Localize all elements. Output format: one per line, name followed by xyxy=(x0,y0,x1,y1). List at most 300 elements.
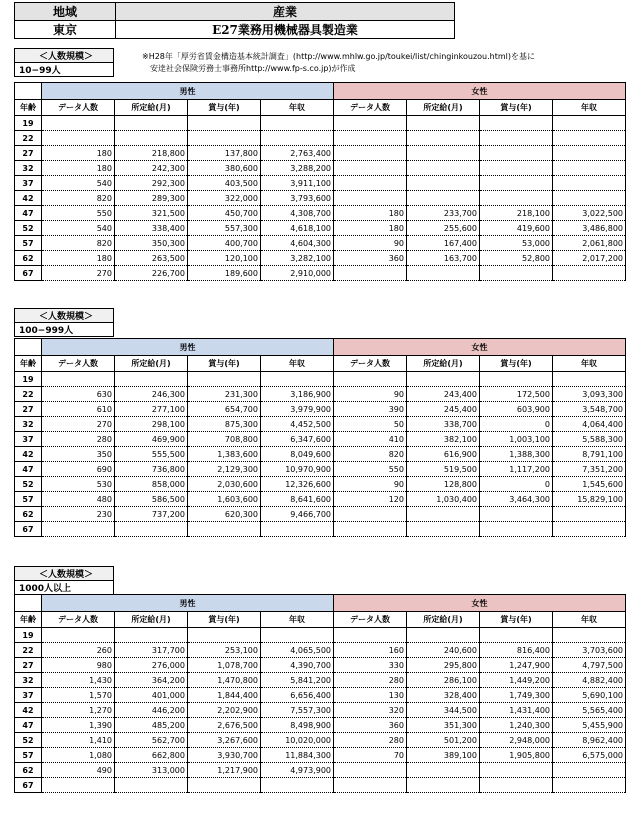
female-annual-cell: 8,791,100 xyxy=(553,447,626,462)
industry-value: E27業務用機械器具製造業 xyxy=(116,21,455,39)
female-bonus-cell xyxy=(480,191,553,206)
source-note xyxy=(142,51,535,75)
age-cell: 62 xyxy=(15,507,42,522)
female-annual-cell: 3,022,500 xyxy=(553,206,626,221)
female-count-cell: 330 xyxy=(334,658,407,673)
female-bonus-cell: 53,000 xyxy=(480,236,553,251)
female-annual-cell: 2,017,200 xyxy=(553,251,626,266)
female-count-cell: 120 xyxy=(334,492,407,507)
female-salary-cell xyxy=(407,131,480,146)
female-bonus-cell: 1,749,300 xyxy=(480,688,553,703)
female-salary-cell: 519,500 xyxy=(407,462,480,477)
female-bonus-cell xyxy=(480,372,553,387)
age-cell: 27 xyxy=(15,146,42,161)
male-salary-cell: 276,000 xyxy=(115,658,188,673)
male-annual-cell xyxy=(261,778,334,793)
female-bonus-cell: 816,400 xyxy=(480,643,553,658)
male-salary-cell: 317,700 xyxy=(115,643,188,658)
female-count-cell: 130 xyxy=(334,688,407,703)
age-cell: 57 xyxy=(15,492,42,507)
female-bonus-cell: 1,117,200 xyxy=(480,462,553,477)
age-cell: 52 xyxy=(15,221,42,236)
male-bonus-cell xyxy=(188,778,261,793)
female-annual-cell: 5,588,300 xyxy=(553,432,626,447)
female-count-cell xyxy=(334,628,407,643)
female-salary-cell: 328,400 xyxy=(407,688,480,703)
male-bonus-cell: 2,129,300 xyxy=(188,462,261,477)
male-salary-cell: 364,200 xyxy=(115,673,188,688)
female-count-cell: 410 xyxy=(334,432,407,447)
male-annual-cell: 7,557,300 xyxy=(261,703,334,718)
age-cell: 52 xyxy=(15,477,42,492)
male-count-cell: 540 xyxy=(42,176,115,191)
female-annual-cell: 5,690,100 xyxy=(553,688,626,703)
male-count-cell: 690 xyxy=(42,462,115,477)
age-cell: 22 xyxy=(15,387,42,402)
male-annual-cell: 4,618,100 xyxy=(261,221,334,236)
female-count-cell: 820 xyxy=(334,447,407,462)
female-bonus-cell xyxy=(480,176,553,191)
female-salary-cell xyxy=(407,266,480,281)
male-count-cell: 610 xyxy=(42,402,115,417)
male-salary-cell: 321,500 xyxy=(115,206,188,221)
female-bonus-cell: 0 xyxy=(480,417,553,432)
female-annual-cell xyxy=(553,131,626,146)
male-salary-cell xyxy=(115,131,188,146)
female-bonus-cell: 218,100 xyxy=(480,206,553,221)
age-header: 年齢 xyxy=(15,612,42,628)
female-annual-cell xyxy=(553,763,626,778)
female-salary-cell: 501,200 xyxy=(407,733,480,748)
male-count-cell: 980 xyxy=(42,658,115,673)
age-cell: 52 xyxy=(15,733,42,748)
male-count-cell: 280 xyxy=(42,432,115,447)
female-bonus-header: 賞与(年) xyxy=(480,100,553,116)
male-salary-cell: 737,200 xyxy=(115,507,188,522)
female-annual-cell: 5,565,400 xyxy=(553,703,626,718)
table-row xyxy=(15,507,626,522)
male-bonus-cell: 253,100 xyxy=(188,643,261,658)
female-bonus-cell xyxy=(480,266,553,281)
male-bonus-cell: 2,202,900 xyxy=(188,703,261,718)
female-annual-cell: 4,882,400 xyxy=(553,673,626,688)
table-row xyxy=(15,161,626,176)
female-salary-cell: 245,400 xyxy=(407,402,480,417)
male-annual-cell: 3,282,100 xyxy=(261,251,334,266)
female-count-cell: 390 xyxy=(334,402,407,417)
male-annual-cell xyxy=(261,116,334,131)
male-count-cell: 260 xyxy=(42,643,115,658)
male-bonus-cell: 120,100 xyxy=(188,251,261,266)
male-annual-cell xyxy=(261,131,334,146)
female-salary-cell: 616,900 xyxy=(407,447,480,462)
female-salary-cell xyxy=(407,176,480,191)
male-count-cell: 180 xyxy=(42,146,115,161)
female-annual-cell: 1,545,600 xyxy=(553,477,626,492)
female-bonus-cell xyxy=(480,116,553,131)
table-row xyxy=(15,266,626,281)
male-salary-cell: 350,300 xyxy=(115,236,188,251)
male-salary-cell: 277,100 xyxy=(115,402,188,417)
male-salary-cell: 263,500 xyxy=(115,251,188,266)
female-salary-cell xyxy=(407,116,480,131)
table-row xyxy=(15,447,626,462)
male-count-cell xyxy=(42,372,115,387)
female-salary-cell xyxy=(407,372,480,387)
age-cell: 67 xyxy=(15,778,42,793)
male-salary-cell: 562,700 xyxy=(115,733,188,748)
male-bonus-cell: 620,300 xyxy=(188,507,261,522)
female-salary-cell: 344,500 xyxy=(407,703,480,718)
female-count-cell: 550 xyxy=(334,462,407,477)
male-count-cell xyxy=(42,116,115,131)
male-count-header: データ人数 xyxy=(42,356,115,372)
female-bonus-header: 賞与(年) xyxy=(480,356,553,372)
table-row xyxy=(15,492,626,507)
male-bonus-cell xyxy=(188,116,261,131)
female-bonus-cell xyxy=(480,161,553,176)
table-row xyxy=(15,658,626,673)
male-annual-cell: 12,326,600 xyxy=(261,477,334,492)
female-bonus-cell xyxy=(480,763,553,778)
female-bonus-cell xyxy=(480,131,553,146)
female-bonus-cell: 1,388,300 xyxy=(480,447,553,462)
table-row xyxy=(15,417,626,432)
male-bonus-cell: 557,300 xyxy=(188,221,261,236)
male-count-cell: 1,390 xyxy=(42,718,115,733)
male-bonus-cell: 3,930,700 xyxy=(188,748,261,763)
male-bonus-cell: 189,600 xyxy=(188,266,261,281)
size-value: 10−99人 xyxy=(15,63,114,77)
male-count-cell xyxy=(42,628,115,643)
male-count-cell: 630 xyxy=(42,387,115,402)
male-annual-cell: 11,884,300 xyxy=(261,748,334,763)
female-salary-cell xyxy=(407,146,480,161)
table-row xyxy=(15,116,626,131)
age-cell: 67 xyxy=(15,522,42,537)
male-salary-cell: 586,500 xyxy=(115,492,188,507)
female-group-header: 女性 xyxy=(334,83,626,100)
male-salary-header: 所定給(月) xyxy=(115,612,188,628)
female-count-cell: 90 xyxy=(334,477,407,492)
male-count-cell: 490 xyxy=(42,763,115,778)
female-bonus-cell: 0 xyxy=(480,477,553,492)
male-annual-cell xyxy=(261,372,334,387)
age-cell: 42 xyxy=(15,703,42,718)
male-count-cell: 270 xyxy=(42,266,115,281)
male-bonus-cell: 708,800 xyxy=(188,432,261,447)
table-row xyxy=(15,432,626,447)
male-count-cell: 1,270 xyxy=(42,703,115,718)
table-row xyxy=(15,176,626,191)
female-annual-header: 年収 xyxy=(553,356,626,372)
male-salary-header: 所定給(月) xyxy=(115,100,188,116)
female-count-cell xyxy=(334,116,407,131)
table-row xyxy=(15,372,626,387)
male-bonus-cell: 450,700 xyxy=(188,206,261,221)
female-count-cell xyxy=(334,146,407,161)
age-cell: 27 xyxy=(15,658,42,673)
age-cell: 37 xyxy=(15,176,42,191)
table-row xyxy=(15,387,626,402)
male-bonus-cell: 1,383,600 xyxy=(188,447,261,462)
region-label: 地域 xyxy=(15,3,116,21)
female-count-cell xyxy=(334,372,407,387)
female-annual-cell xyxy=(553,628,626,643)
female-count-cell xyxy=(334,507,407,522)
female-count-cell: 90 xyxy=(334,387,407,402)
female-annual-cell: 5,455,900 xyxy=(553,718,626,733)
male-count-cell: 1,570 xyxy=(42,688,115,703)
age-cell: 62 xyxy=(15,763,42,778)
male-bonus-cell xyxy=(188,628,261,643)
male-count-cell: 1,410 xyxy=(42,733,115,748)
salary-table xyxy=(14,82,626,281)
age-cell: 32 xyxy=(15,161,42,176)
male-bonus-cell: 2,030,600 xyxy=(188,477,261,492)
male-annual-cell xyxy=(261,628,334,643)
male-annual-cell: 3,793,600 xyxy=(261,191,334,206)
female-salary-cell: 128,800 xyxy=(407,477,480,492)
age-cell: 42 xyxy=(15,191,42,206)
table-row xyxy=(15,221,626,236)
female-count-cell: 280 xyxy=(334,673,407,688)
male-count-cell: 530 xyxy=(42,477,115,492)
age-cell: 47 xyxy=(15,718,42,733)
male-count-cell xyxy=(42,522,115,537)
male-salary-cell: 555,500 xyxy=(115,447,188,462)
female-salary-cell xyxy=(407,522,480,537)
age-header-spacer xyxy=(15,339,42,356)
male-annual-cell: 4,308,700 xyxy=(261,206,334,221)
female-annual-cell xyxy=(553,778,626,793)
female-annual-cell: 15,829,100 xyxy=(553,492,626,507)
table-row xyxy=(15,236,626,251)
male-salary-cell: 469,900 xyxy=(115,432,188,447)
table-row xyxy=(15,718,626,733)
female-bonus-cell: 2,948,000 xyxy=(480,733,553,748)
male-count-cell: 540 xyxy=(42,221,115,236)
female-bonus-cell: 603,900 xyxy=(480,402,553,417)
male-count-cell: 820 xyxy=(42,236,115,251)
male-bonus-cell: 231,300 xyxy=(188,387,261,402)
female-count-cell: 280 xyxy=(334,733,407,748)
table-row xyxy=(15,131,626,146)
male-bonus-cell: 2,676,500 xyxy=(188,718,261,733)
female-annual-cell xyxy=(553,176,626,191)
female-count-cell: 360 xyxy=(334,251,407,266)
table-row xyxy=(15,688,626,703)
female-salary-header: 所定給(月) xyxy=(407,612,480,628)
salary-table xyxy=(14,338,626,537)
female-count-cell: 160 xyxy=(334,643,407,658)
female-count-header: データ人数 xyxy=(334,612,407,628)
female-count-cell: 180 xyxy=(334,206,407,221)
female-count-cell: 180 xyxy=(334,221,407,236)
male-annual-cell: 10,970,900 xyxy=(261,462,334,477)
male-count-cell xyxy=(42,131,115,146)
size-title: ＜人数規模＞ xyxy=(15,567,114,581)
male-salary-cell: 289,300 xyxy=(115,191,188,206)
female-annual-cell xyxy=(553,372,626,387)
male-bonus-cell: 380,600 xyxy=(188,161,261,176)
male-bonus-cell: 1,603,600 xyxy=(188,492,261,507)
male-annual-cell: 2,910,000 xyxy=(261,266,334,281)
table-row xyxy=(15,251,626,266)
female-salary-cell: 243,400 xyxy=(407,387,480,402)
male-annual-cell: 4,604,300 xyxy=(261,236,334,251)
male-bonus-cell: 137,800 xyxy=(188,146,261,161)
female-salary-cell: 163,700 xyxy=(407,251,480,266)
male-salary-cell: 313,000 xyxy=(115,763,188,778)
female-annual-cell: 4,064,400 xyxy=(553,417,626,432)
female-annual-cell xyxy=(553,507,626,522)
male-annual-cell: 3,911,100 xyxy=(261,176,334,191)
size-title: ＜人数規模＞ xyxy=(15,49,114,63)
male-salary-cell: 485,200 xyxy=(115,718,188,733)
female-bonus-cell: 1,431,400 xyxy=(480,703,553,718)
female-salary-cell xyxy=(407,628,480,643)
source-note-line2: 安逹社会保険労務士事務所http://www.fp-s.co.jp)が作成 xyxy=(142,64,356,73)
female-bonus-cell xyxy=(480,507,553,522)
female-count-cell xyxy=(334,763,407,778)
female-count-cell: 90 xyxy=(334,236,407,251)
table-row xyxy=(15,191,626,206)
female-annual-cell: 3,548,700 xyxy=(553,402,626,417)
size-value: 1000人以上 xyxy=(15,581,114,595)
female-group-header: 女性 xyxy=(334,595,626,612)
female-salary-cell xyxy=(407,778,480,793)
female-count-cell xyxy=(334,176,407,191)
male-bonus-cell: 322,000 xyxy=(188,191,261,206)
female-salary-cell: 338,700 xyxy=(407,417,480,432)
male-annual-cell: 6,656,400 xyxy=(261,688,334,703)
table-row xyxy=(15,402,626,417)
source-note-line1: ※H28年「厚労省賃金構造基本統計調査」(http://www.mhlw.go.jp/toukei/list/chinginkouzou.html)を基に xyxy=(142,52,536,61)
male-annual-cell: 3,288,200 xyxy=(261,161,334,176)
female-salary-cell: 389,100 xyxy=(407,748,480,763)
table-row xyxy=(15,477,626,492)
female-count-header: データ人数 xyxy=(334,100,407,116)
male-salary-cell: 226,700 xyxy=(115,266,188,281)
age-cell: 22 xyxy=(15,131,42,146)
region-industry-header xyxy=(14,2,455,39)
male-count-cell: 1,080 xyxy=(42,748,115,763)
age-cell: 22 xyxy=(15,643,42,658)
female-annual-cell: 8,962,400 xyxy=(553,733,626,748)
male-annual-cell: 8,049,600 xyxy=(261,447,334,462)
female-annual-cell xyxy=(553,522,626,537)
female-count-cell xyxy=(334,778,407,793)
age-cell: 47 xyxy=(15,206,42,221)
male-salary-cell: 736,800 xyxy=(115,462,188,477)
female-bonus-cell: 1,449,200 xyxy=(480,673,553,688)
female-count-cell: 320 xyxy=(334,703,407,718)
male-bonus-cell xyxy=(188,522,261,537)
male-bonus-header: 賞与(年) xyxy=(188,356,261,372)
female-annual-header: 年収 xyxy=(553,612,626,628)
female-count-cell: 50 xyxy=(334,417,407,432)
table-row xyxy=(15,733,626,748)
female-bonus-cell: 1,247,900 xyxy=(480,658,553,673)
female-salary-cell xyxy=(407,507,480,522)
male-count-cell: 270 xyxy=(42,417,115,432)
male-bonus-cell: 400,700 xyxy=(188,236,261,251)
male-annual-cell: 2,763,400 xyxy=(261,146,334,161)
female-count-cell: 360 xyxy=(334,718,407,733)
female-count-cell: 70 xyxy=(334,748,407,763)
male-bonus-cell: 875,300 xyxy=(188,417,261,432)
female-salary-cell xyxy=(407,763,480,778)
age-cell: 67 xyxy=(15,266,42,281)
male-salary-header: 所定給(月) xyxy=(115,356,188,372)
age-cell: 19 xyxy=(15,116,42,131)
male-count-cell: 550 xyxy=(42,206,115,221)
male-annual-cell: 4,973,900 xyxy=(261,763,334,778)
male-bonus-cell: 1,844,400 xyxy=(188,688,261,703)
male-salary-cell: 446,200 xyxy=(115,703,188,718)
male-bonus-cell: 403,500 xyxy=(188,176,261,191)
male-annual-cell: 4,065,500 xyxy=(261,643,334,658)
male-count-cell: 350 xyxy=(42,447,115,462)
male-annual-cell: 9,466,700 xyxy=(261,507,334,522)
table-row xyxy=(15,673,626,688)
male-group-header: 男性 xyxy=(42,595,334,612)
female-annual-cell xyxy=(553,146,626,161)
female-bonus-cell xyxy=(480,778,553,793)
female-annual-cell: 2,061,800 xyxy=(553,236,626,251)
salary-table xyxy=(14,594,626,793)
male-annual-cell: 10,020,000 xyxy=(261,733,334,748)
male-annual-cell: 4,452,500 xyxy=(261,417,334,432)
age-cell: 62 xyxy=(15,251,42,266)
male-salary-cell: 858,000 xyxy=(115,477,188,492)
female-bonus-cell xyxy=(480,628,553,643)
table-row xyxy=(15,462,626,477)
table-row xyxy=(15,206,626,221)
female-salary-header: 所定給(月) xyxy=(407,356,480,372)
table-row xyxy=(15,146,626,161)
female-annual-cell: 4,797,500 xyxy=(553,658,626,673)
age-cell: 47 xyxy=(15,462,42,477)
female-salary-cell: 382,100 xyxy=(407,432,480,447)
table-row xyxy=(15,522,626,537)
female-count-cell xyxy=(334,161,407,176)
age-header: 年齢 xyxy=(15,100,42,116)
male-count-header: データ人数 xyxy=(42,612,115,628)
male-count-header: データ人数 xyxy=(42,100,115,116)
female-annual-cell: 3,703,600 xyxy=(553,643,626,658)
female-bonus-cell: 1,003,100 xyxy=(480,432,553,447)
male-bonus-cell: 1,078,700 xyxy=(188,658,261,673)
male-count-cell: 820 xyxy=(42,191,115,206)
male-annual-cell: 4,390,700 xyxy=(261,658,334,673)
size-title: ＜人数規模＞ xyxy=(15,309,114,323)
female-annual-cell xyxy=(553,191,626,206)
table-row xyxy=(15,643,626,658)
male-count-cell xyxy=(42,778,115,793)
age-cell: 37 xyxy=(15,688,42,703)
table-row xyxy=(15,748,626,763)
female-annual-cell xyxy=(553,161,626,176)
age-cell: 42 xyxy=(15,447,42,462)
male-annual-header: 年収 xyxy=(261,100,334,116)
female-annual-cell: 3,093,300 xyxy=(553,387,626,402)
female-salary-cell xyxy=(407,191,480,206)
female-bonus-cell: 1,905,800 xyxy=(480,748,553,763)
table-row xyxy=(15,763,626,778)
age-cell: 19 xyxy=(15,372,42,387)
